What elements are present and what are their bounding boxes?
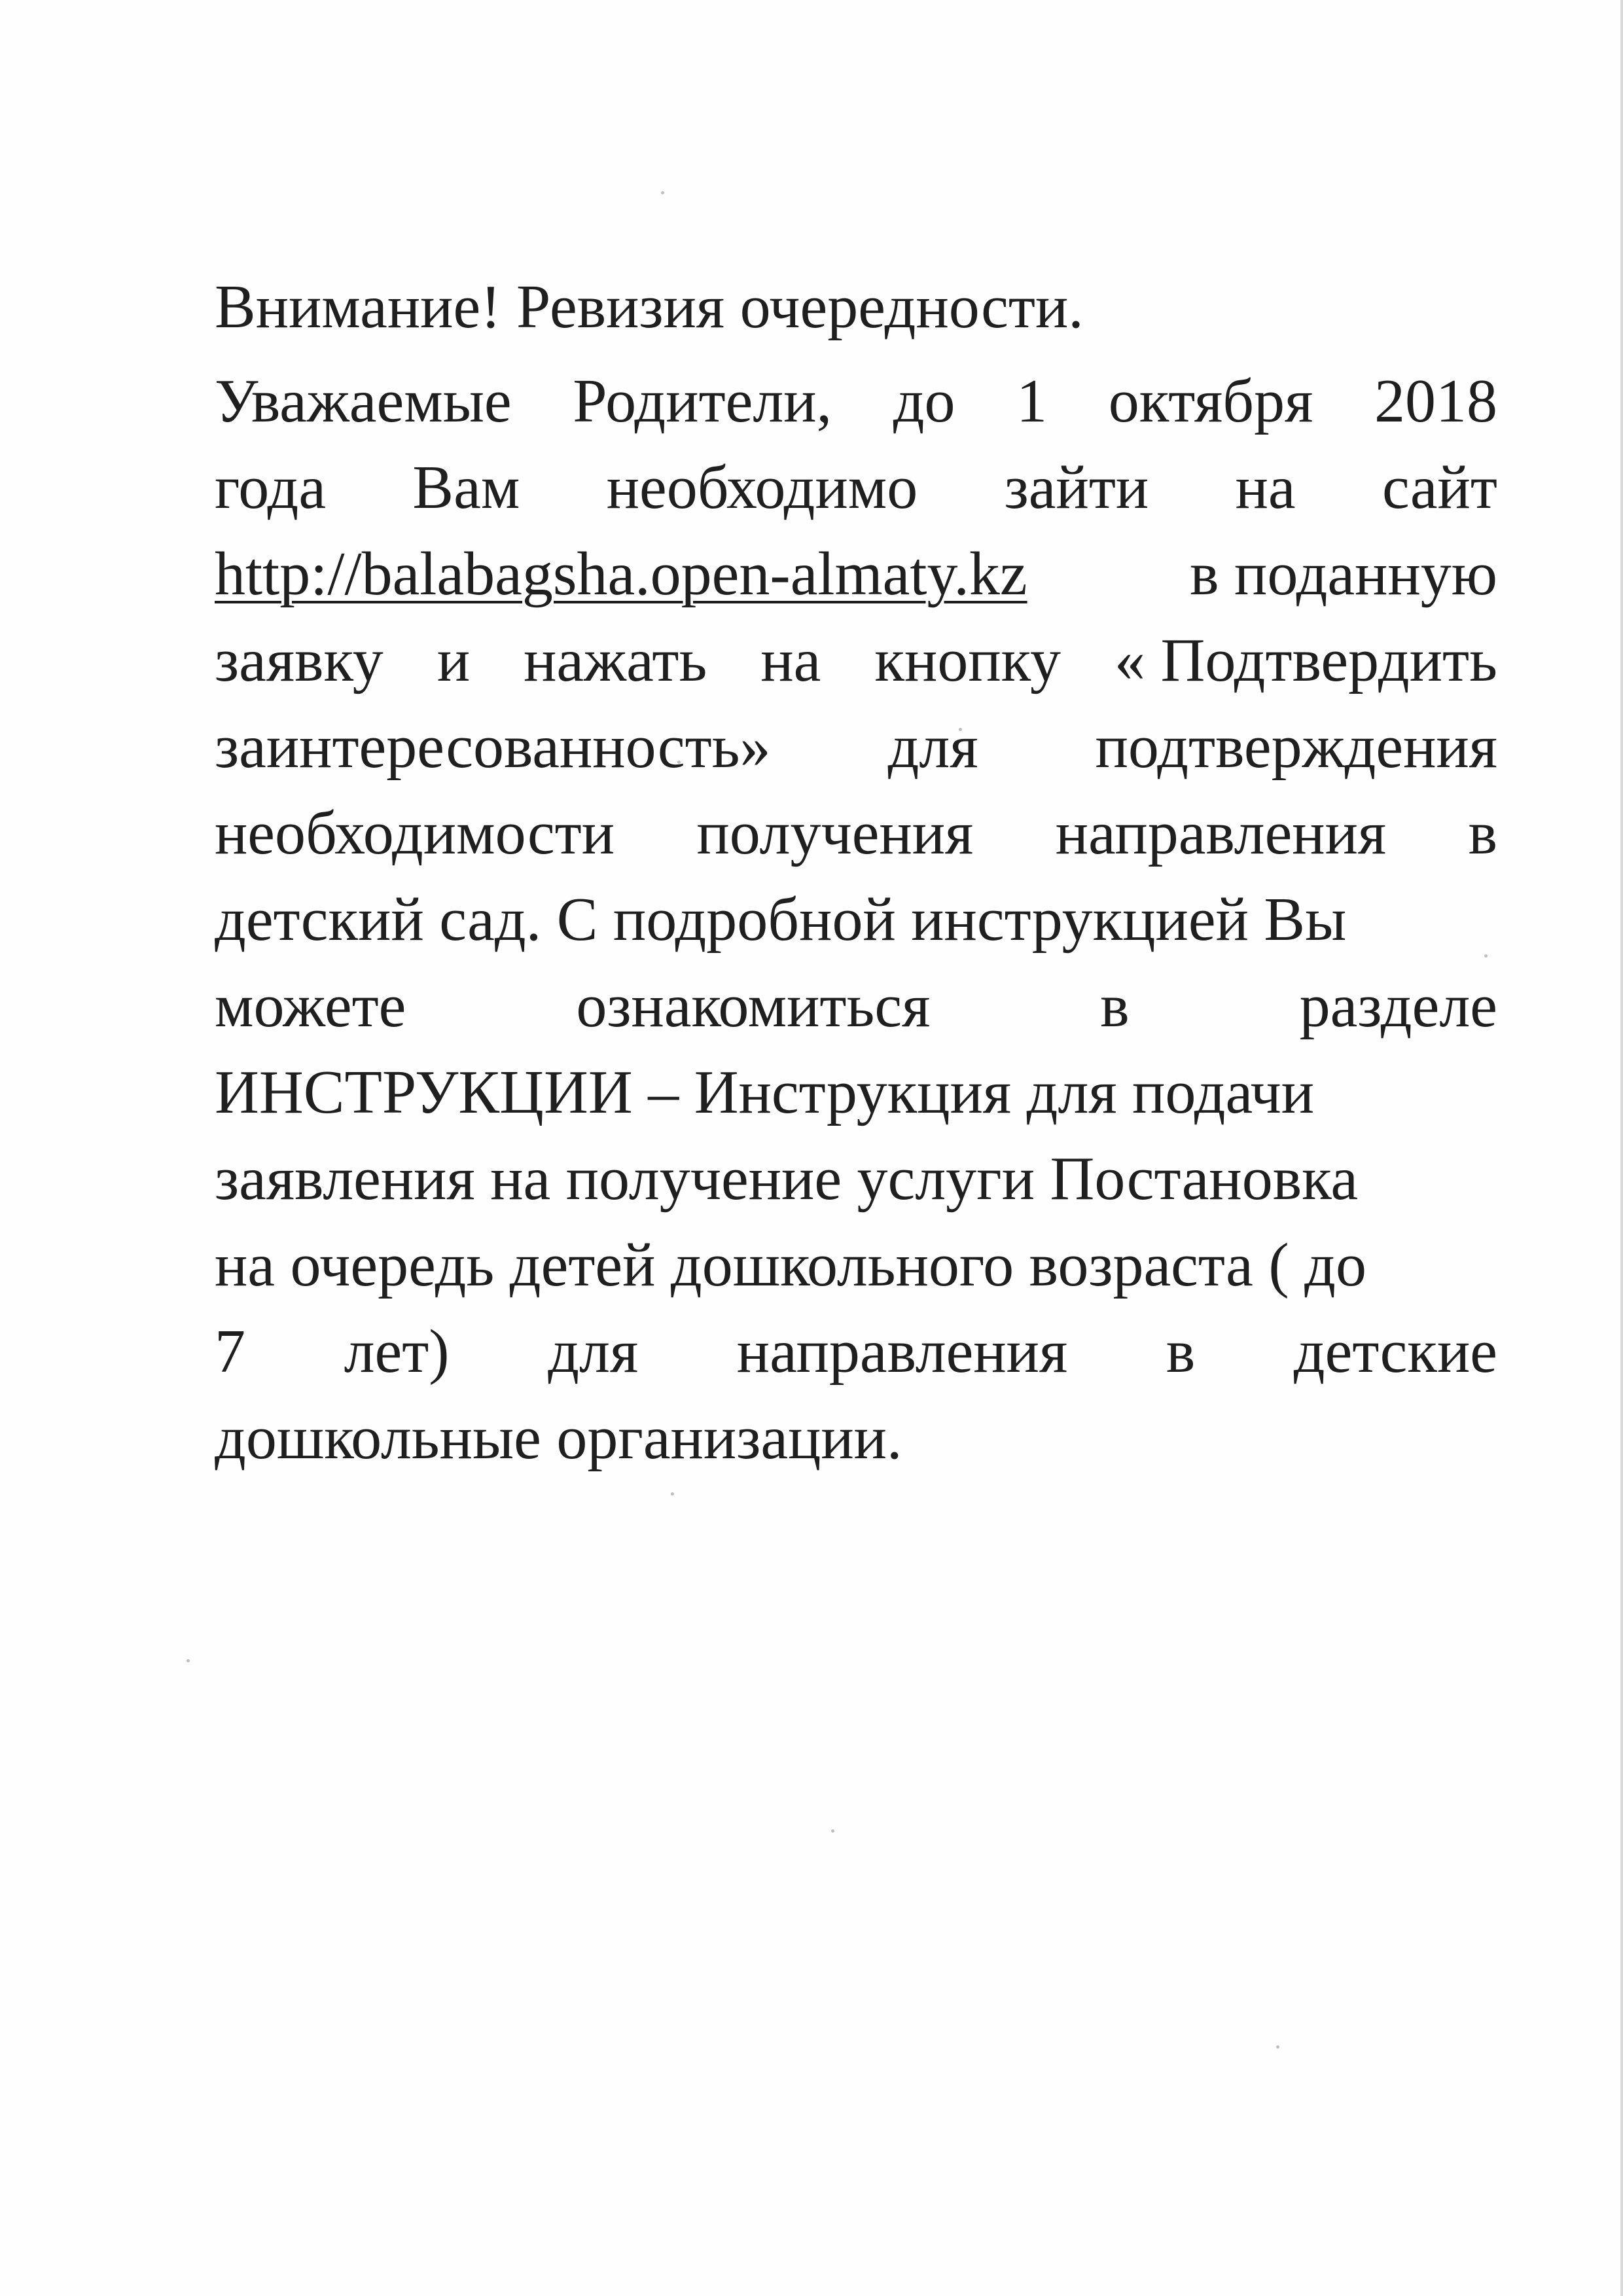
notice-line-10: заявления на получение услуги Постановка: [215, 1145, 1359, 1213]
notice-line-13: дошкольные организации.: [215, 1404, 902, 1472]
notice-line-9: ИНСТРУКЦИИ – Инструкция для подачи: [215, 1058, 1315, 1126]
word: Уважаемые: [215, 367, 512, 435]
word: получения: [696, 799, 974, 867]
word: на: [760, 626, 821, 694]
word: 1: [1016, 367, 1048, 435]
word: нажать: [524, 626, 707, 694]
page-edge: [1620, 0, 1623, 2296]
word: можете: [215, 972, 406, 1040]
word: кнопку: [874, 626, 1061, 694]
notice-line-2: [215, 444, 1497, 531]
word: 7: [215, 1318, 245, 1386]
word: и: [437, 626, 471, 694]
scan-speck: [661, 191, 664, 194]
scan-speck: [671, 1492, 674, 1496]
notice-line-7: детский сад. С подробной инструкцией Вы: [215, 886, 1347, 954]
word: октября: [1108, 367, 1313, 435]
word: подтверждения: [1095, 713, 1497, 781]
notice-line-4: [215, 617, 1497, 704]
scan-speck: [831, 1829, 834, 1833]
word: заявку: [215, 626, 383, 694]
notice-line-1: [215, 358, 1497, 444]
word: 2018: [1374, 367, 1497, 435]
notice-line-3: [215, 531, 1497, 617]
word: детские: [1293, 1318, 1497, 1386]
word: года: [215, 454, 327, 522]
word: зайти: [1004, 454, 1149, 522]
word: заинтересованность»: [215, 713, 771, 781]
line-text: в поданную: [1190, 540, 1497, 608]
notice-line-5: [215, 704, 1497, 790]
word: в: [1100, 972, 1130, 1040]
word: Вам: [412, 454, 520, 522]
notice-line-11: на очередь детей дошкольного возраста ( до: [215, 1231, 1366, 1299]
word: разделе: [1299, 972, 1497, 1040]
word: необходимо: [606, 454, 918, 522]
notice-line-12: [215, 1308, 1497, 1395]
word: на: [1235, 454, 1296, 522]
word: необходимости: [215, 799, 615, 867]
word: в: [1468, 799, 1497, 867]
word: для: [548, 1318, 639, 1386]
notice-title: Внимание! Ревизия очередности.: [215, 273, 1084, 341]
word: в: [1166, 1318, 1196, 1386]
word: до: [893, 367, 955, 435]
word: направления: [736, 1318, 1068, 1386]
notice-line-8: [215, 963, 1497, 1049]
scan-speck: [1276, 2045, 1279, 2049]
notice-line-6: [215, 790, 1497, 876]
word: ознакомиться: [576, 972, 931, 1040]
word: лет): [344, 1318, 450, 1386]
word: « Подтвердить: [1115, 626, 1497, 694]
notice-content: [215, 265, 1497, 1481]
word: направления: [1055, 799, 1387, 867]
word: Родители,: [573, 367, 832, 435]
balabagsha-site-link[interactable]: http://balabagsha.open-almaty.kz: [215, 540, 1027, 608]
word: сайт: [1382, 454, 1497, 522]
word: для: [887, 713, 978, 781]
scan-speck: [187, 1659, 190, 1662]
